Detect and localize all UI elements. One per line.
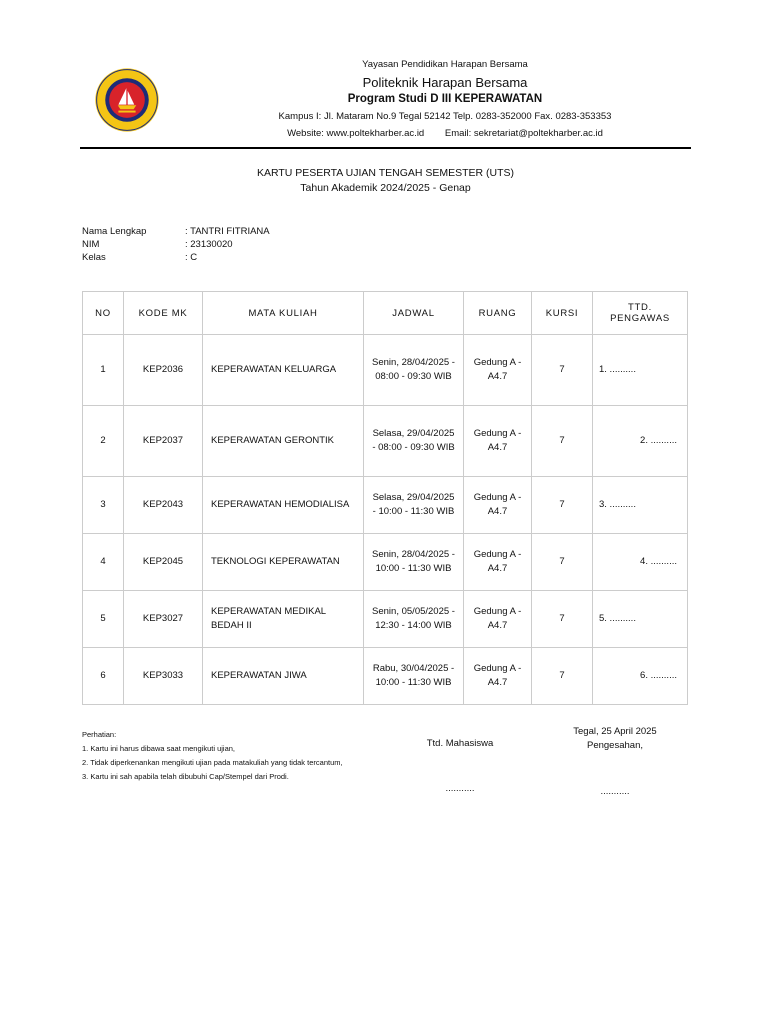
notes-section — [82, 728, 343, 784]
cell-course-code: KEP2036 — [124, 335, 203, 406]
identity-label: Nama Lengkap — [82, 226, 147, 237]
identity-label: Kelas — [82, 252, 106, 263]
cell-course-name: KEPERAWATAN GERONTIK — [203, 406, 364, 477]
cell-room: Gedung A - A4.7 — [464, 648, 532, 705]
cell-supervisor-sign: 3. .......... — [593, 477, 688, 534]
institution-logo — [94, 67, 160, 133]
cell-schedule: Senin, 28/04/2025 - 10:00 - 11:30 WIB — [364, 534, 464, 591]
identity-row — [82, 225, 270, 238]
approval-signature-line: ........... — [600, 786, 630, 797]
header-divider — [80, 147, 691, 149]
cell-seat: 7 — [532, 591, 593, 648]
note-item: 2. Tidak diperkenankan mengikuti ujian pada matakuliah yang tidak tercantum, — [82, 758, 343, 767]
col-header-seat: KURSI — [532, 292, 593, 335]
card-title — [80, 166, 691, 196]
table-row — [83, 591, 688, 648]
cell-supervisor-sign: 5. .......... — [593, 591, 688, 648]
issue-date: Tegal, 25 April 2025 — [573, 726, 657, 737]
cell-schedule: Selasa, 29/04/2025 - 08:00 - 09:30 WIB — [364, 406, 464, 477]
cell-room: Gedung A - A4.7 — [464, 335, 532, 406]
cell-schedule: Rabu, 30/04/2025 - 10:00 - 11:30 WIB — [364, 648, 464, 705]
program-name: Program Studi D III KEPERAWATAN — [347, 93, 543, 105]
table-row — [83, 477, 688, 534]
student-signature — [390, 738, 530, 794]
cell-room: Gedung A - A4.7 — [464, 591, 532, 648]
note-item: 3. Kartu ini sah apabila telah dibubuhi Cap/Stempel dari Prodi. — [82, 772, 289, 781]
cell-schedule: Senin, 05/05/2025 - 12:30 - 14:00 WIB — [364, 591, 464, 648]
identity-row — [82, 238, 270, 251]
cell-seat: 7 — [532, 406, 593, 477]
campus-address: Kampus I: Jl. Mataram No.9 Tegal 52142 Telp. 0283-352000 Fax. 0283-353353 — [278, 111, 612, 122]
cell-no: 5 — [83, 591, 124, 648]
letterhead — [80, 55, 690, 149]
cell-seat: 7 — [532, 335, 593, 406]
cell-no: 6 — [83, 648, 124, 705]
col-header-code: KODE MK — [124, 292, 203, 335]
table-row — [83, 406, 688, 477]
foundation-name: Yayasan Pendidikan Harapan Bersama — [362, 59, 528, 70]
official-signature — [545, 725, 685, 797]
card-title-main: KARTU PESERTA UJIAN TENGAH SEMESTER (UTS) — [256, 167, 515, 179]
student-signature-line: ........... — [445, 783, 475, 794]
cell-seat: 7 — [532, 648, 593, 705]
notes-title: Perhatian: — [82, 730, 117, 739]
table-header-row — [83, 292, 688, 335]
col-header-supervisor-sign: TTD. PENGAWAS — [593, 292, 688, 335]
cell-room: Gedung A - A4.7 — [464, 477, 532, 534]
identity-value: : 23130020 — [185, 239, 233, 250]
table-row — [83, 335, 688, 406]
col-header-room: RUANG — [464, 292, 532, 335]
table-row — [83, 534, 688, 591]
letterhead-text — [200, 55, 690, 139]
cell-course-name: KEPERAWATAN HEMODIALISA — [203, 477, 364, 534]
cell-schedule: Selasa, 29/04/2025 - 10:00 - 11:30 WIB — [364, 477, 464, 534]
institution-name: Politeknik Harapan Bersama — [362, 75, 528, 90]
student-signature-label: Ttd. Mahasiswa — [426, 738, 494, 749]
identity-value: : TANTRI FITRIANA — [185, 226, 270, 237]
note-item: 1. Kartu ini harus dibawa saat mengikuti ujian, — [82, 744, 236, 753]
cell-course-name: KEPERAWATAN MEDIKAL BEDAH II — [203, 591, 364, 648]
cell-seat: 7 — [532, 534, 593, 591]
cell-supervisor-sign: 1. .......... — [593, 335, 688, 406]
cell-no: 3 — [83, 477, 124, 534]
cell-room: Gedung A - A4.7 — [464, 406, 532, 477]
cell-supervisor-sign: 2. .......... — [593, 406, 688, 477]
exam-schedule-table — [82, 291, 688, 705]
identity-value: : C — [185, 252, 198, 263]
academic-year: Tahun Akademik 2024/2025 - Genap — [300, 182, 471, 194]
identity-label: NIM — [82, 239, 100, 250]
cell-course-code: KEP2043 — [124, 477, 203, 534]
cell-course-name: KEPERAWATAN KELUARGA — [203, 335, 364, 406]
col-header-no: NO — [83, 292, 124, 335]
website-text: Website: www.poltekharber.ac.id — [287, 128, 425, 139]
cell-no: 2 — [83, 406, 124, 477]
cell-course-name: TEKNOLOGI KEPERAWATAN — [203, 534, 364, 591]
table-row — [83, 648, 688, 705]
cell-no: 4 — [83, 534, 124, 591]
cell-course-code: KEP3033 — [124, 648, 203, 705]
cell-course-name: KEPERAWATAN JIWA — [203, 648, 364, 705]
col-header-course: MATA KULIAH — [203, 292, 364, 335]
col-header-schedule: JADWAL — [364, 292, 464, 335]
cell-supervisor-sign: 6. .......... — [593, 648, 688, 705]
cell-room: Gedung A - A4.7 — [464, 534, 532, 591]
cell-seat: 7 — [532, 477, 593, 534]
identity-row — [82, 251, 270, 264]
cell-course-code: KEP3027 — [124, 591, 203, 648]
cell-supervisor-sign: 4. .......... — [593, 534, 688, 591]
cell-course-code: KEP2037 — [124, 406, 203, 477]
cell-schedule: Senin, 28/04/2025 - 08:00 - 09:30 WIB — [364, 335, 464, 406]
cell-course-code: KEP2045 — [124, 534, 203, 591]
email-text: Email: sekretariat@poltekharber.ac.id — [444, 128, 603, 139]
student-identity — [82, 225, 270, 264]
contact-line — [200, 128, 690, 139]
approval-label: Pengesahan, — [587, 740, 643, 751]
cell-no: 1 — [83, 335, 124, 406]
